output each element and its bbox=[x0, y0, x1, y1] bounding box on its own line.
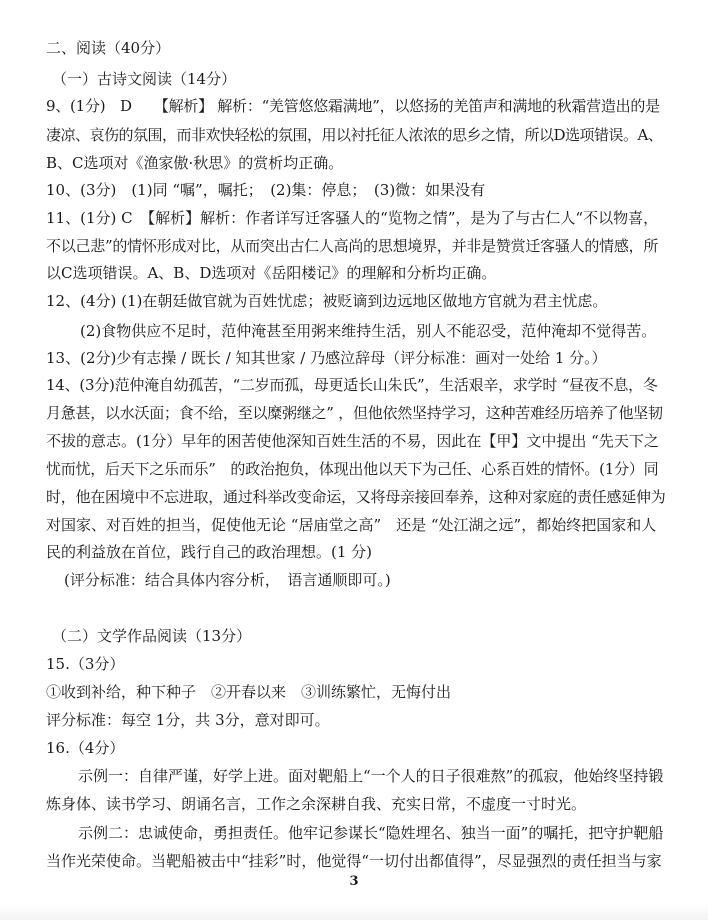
example-answer: 示例一：自律严谨，好学上进。面对靶船上“一个人的日子很难熬”的孤寂，他始终坚持锻 bbox=[78, 767, 664, 785]
scoring-note: 评分标准：每空 1分，共 3分，意对即可。 bbox=[46, 711, 330, 729]
answer-line: 以C选项错误。A、B、D选项对《岳阳楼记》的理解和分析均正确。 bbox=[46, 264, 497, 282]
example-answer: 示例二：忠诚使命，勇担责任。他牢记参谋长“隐姓埋名、独当一面”的嘱托，把守护靶船 bbox=[78, 824, 664, 842]
example-answer: 炼身体、读书学习、朗诵名言，工作之余深耕自我、充实日常，不虚度一寸时光。 bbox=[46, 795, 587, 813]
answer-line: 凄凉、哀伤的氛围，而非欢快轻松的氛围，用以衬托征人浓浓的思乡之情，所以D选项错误。A、 bbox=[46, 126, 663, 144]
page-number: 3 bbox=[349, 874, 359, 889]
answer-line: 不以己悲”的情怀形成对比，从而突出古仁人高尚的思想境界，并非是赞赏迁客骚人的情感，所 bbox=[46, 237, 659, 255]
question-number: 15.（3分） bbox=[46, 655, 125, 673]
answer-line: (2)食物供应不足时，范仲淹甚至用粥来维持生活，别人不能忍受，范仲淹却不觉得苦。 bbox=[80, 322, 657, 340]
answer-line: 14、(3分)范仲淹自幼孤苦，“二岁而孤，母更适长山朱氏”，生活艰辛，求学时 “昼夜不息，冬 bbox=[46, 376, 658, 394]
answer-line: 10、(3分) (1)同 “嘱”，嘱托； (2)集：停息； (3)微：如果没有 bbox=[46, 181, 486, 199]
answer-line: 月惫甚，以水沃面；食不给，至以糜粥继之” ，但他依然坚持学习，这种苦难经历培养了他坚韧 bbox=[46, 404, 663, 422]
answer-line: 13、(2分)少有志操 / 既长 / 知其世家 / 乃感泣辞母（评分标准：画对一处给 1 分。） bbox=[46, 349, 607, 367]
answer-line: 11、(1分) C 【解析】解析：作者详写迁客骚人的“览物之情”，是为了与古仁人“不以物喜， bbox=[46, 209, 659, 227]
section-heading-reading: 二、阅读（40分） bbox=[46, 39, 171, 57]
question-number: 16.（4分） bbox=[46, 739, 125, 757]
subsection-heading-classical: （一）古诗文阅读（14分） bbox=[52, 70, 237, 88]
answer-line: 忧而忧，后天下之乐而乐” 的政治抱负，体现出他以天下为己任、心系百姓的情怀。(1分）同 bbox=[46, 460, 659, 478]
answer-line: 时，他在困境中不忘进取，通过科举改变命运，又将母亲接回奉养，这种对家庭的责任感延伸为 bbox=[46, 488, 666, 506]
answer-line: ①收到补给，种下种子 ②开春以来 ③训练繁忙，无悔付出 bbox=[46, 683, 452, 701]
scoring-note: (评分标准：结合具体内容分析， 语言通顺即可。) bbox=[64, 571, 391, 589]
answer-line: 12、(4分) (1)在朝廷做官就为百姓忧虑；被贬谪到边远地区做地方官就为君主忧虑。 bbox=[46, 292, 608, 310]
example-answer: 当作光荣使命。当靶船被击中“挂彩”时，他觉得“一切付出都值得”，尽显强烈的责任担当与家 bbox=[46, 852, 662, 870]
answer-line: 民的利益放在首位，践行自己的政治理想。(1 分) bbox=[46, 543, 373, 561]
answer-line: B、C选项对《渔家傲·秋思》的赏析均正确。 bbox=[46, 154, 344, 172]
answer-line: 不拔的意志。(1分）早年的困苦使他深知百姓生活的不易，因此在【甲】文中提出 “先天下之 bbox=[46, 432, 659, 450]
answer-line: 9、(1分) D 【解析】 解析：“羌管悠悠霜满地”，以悠扬的羌笛声和满地的秋霜营造出的是 bbox=[46, 97, 660, 115]
subsection-heading-literary: （二）文学作品阅读（13分） bbox=[52, 627, 252, 645]
page-bottom-edge bbox=[0, 905, 708, 920]
answer-line: 对国家、对百姓的担当，促使他无论 “居庙堂之高” 还是 “处江湖之远”，都始终把国家和人 bbox=[46, 516, 657, 534]
